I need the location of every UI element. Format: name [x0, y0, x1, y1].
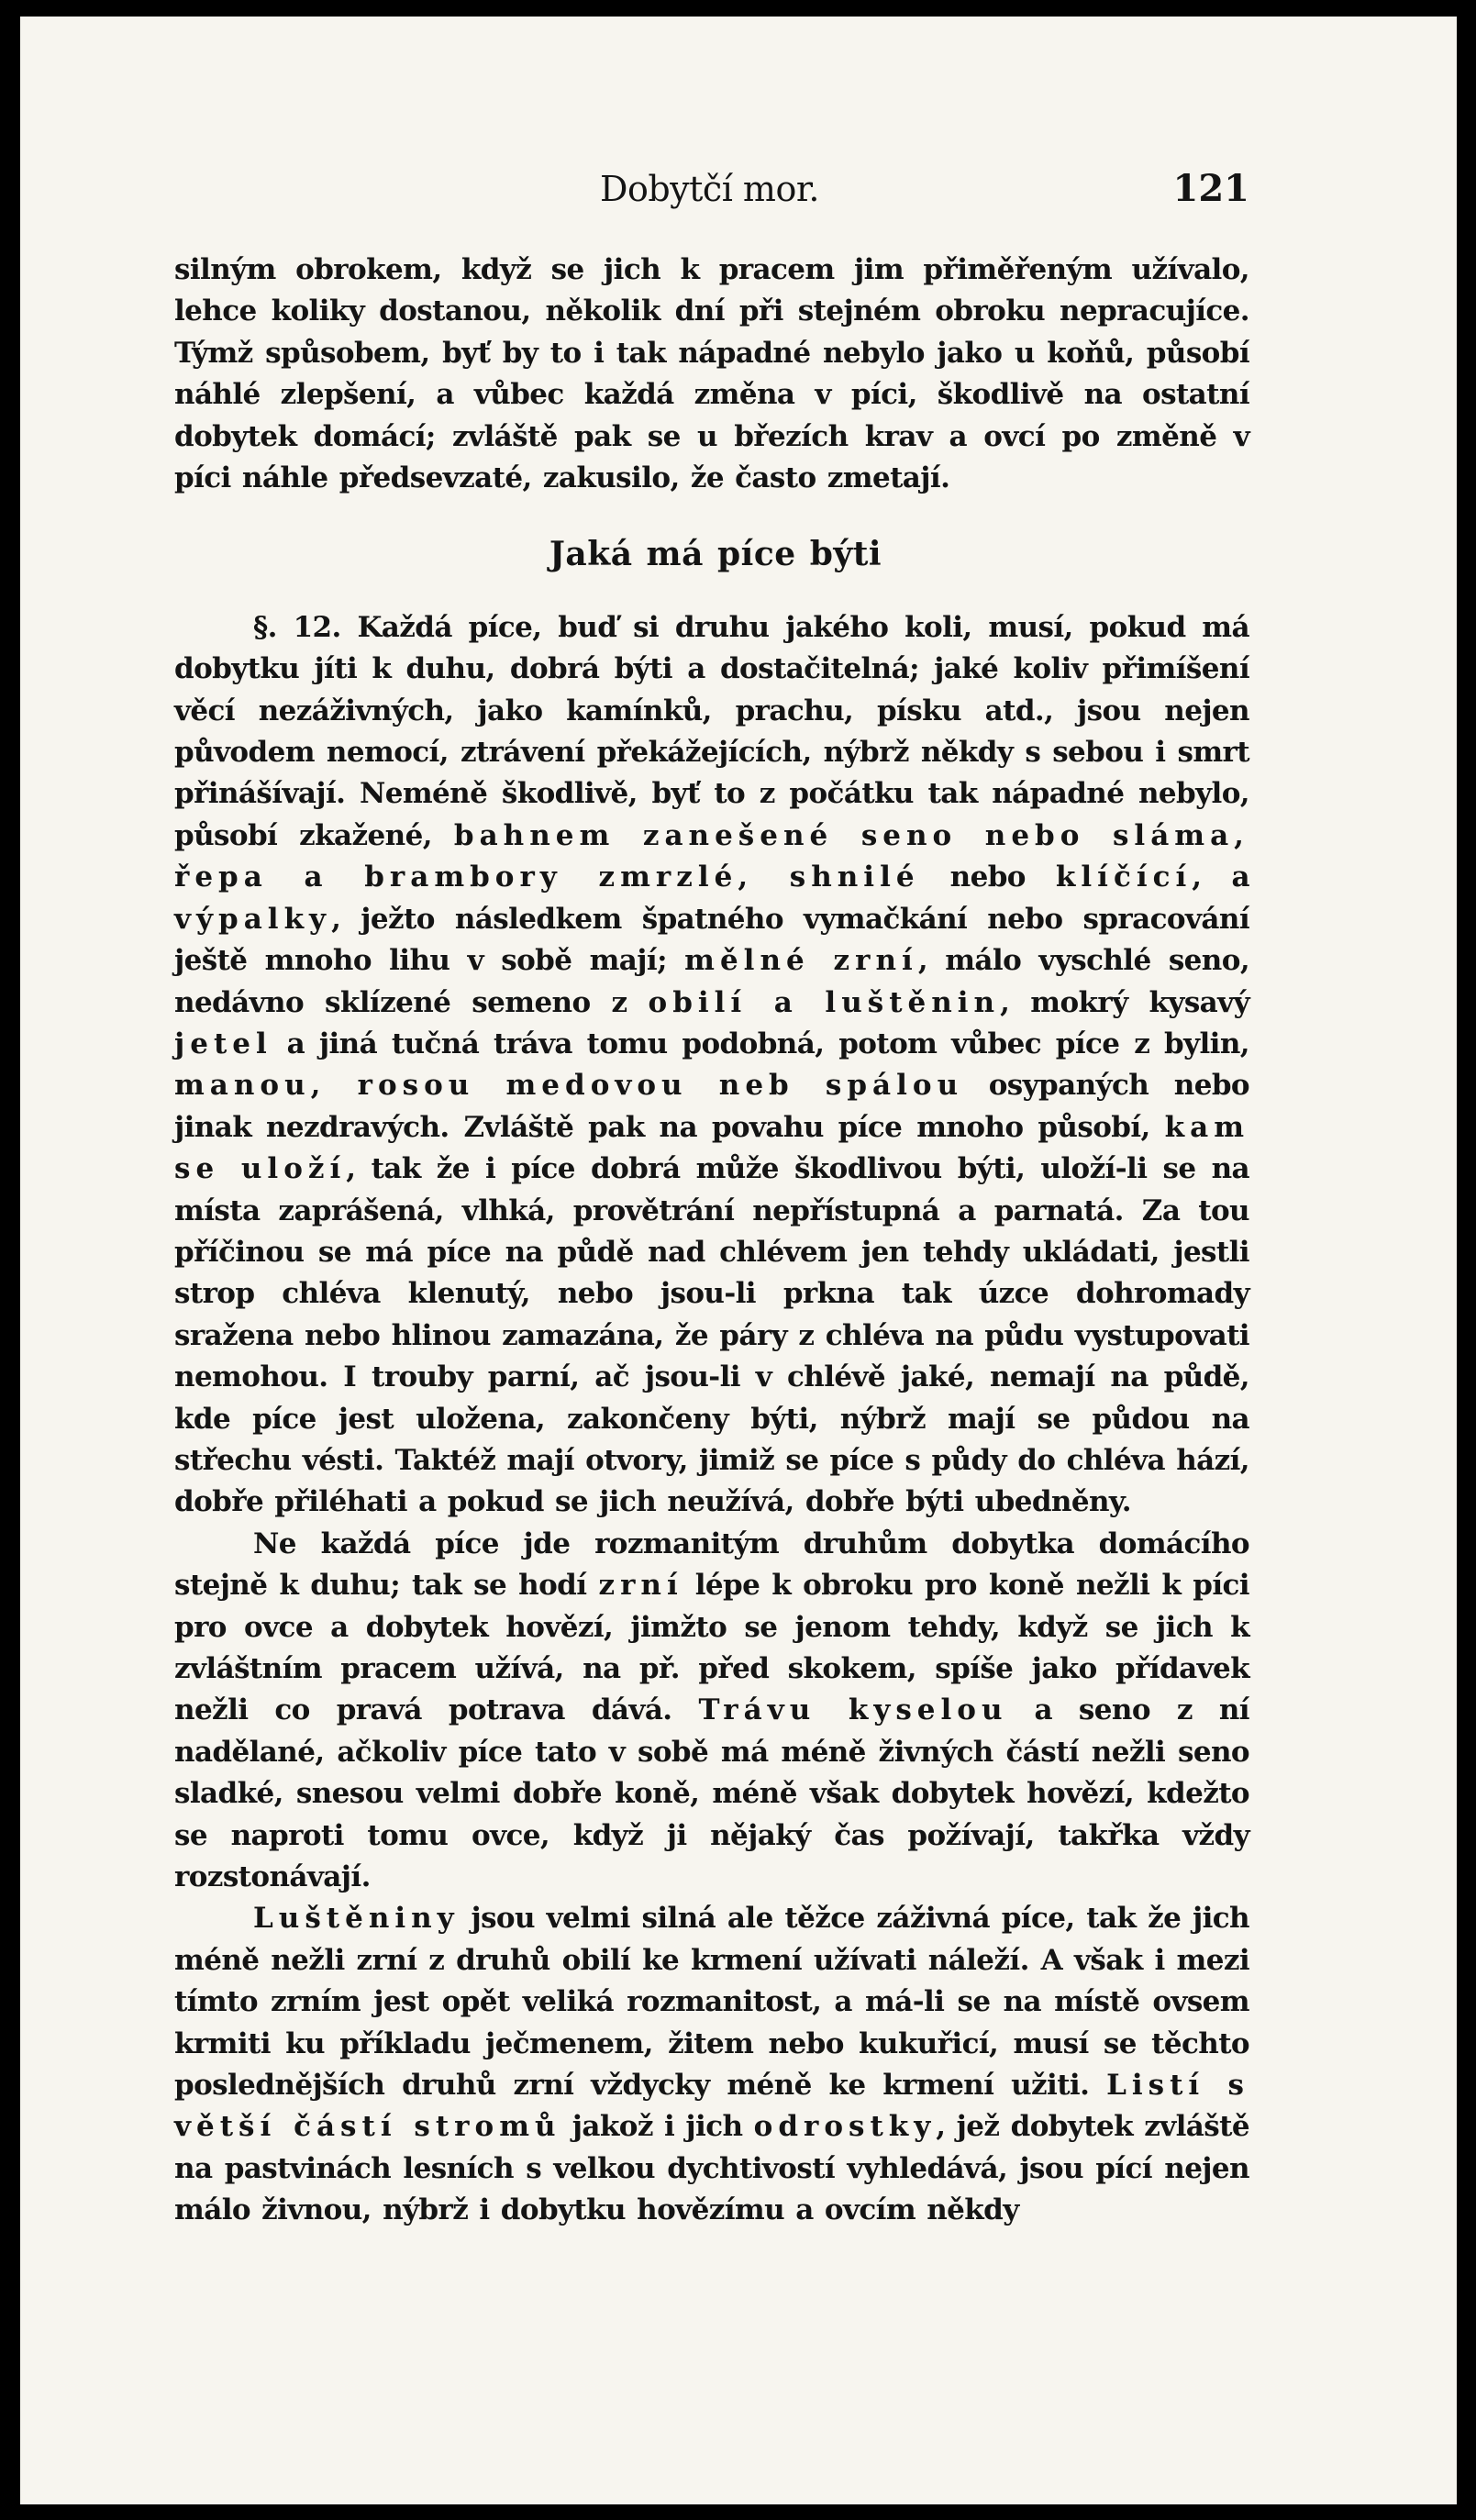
section-mark: §. 12.: [253, 610, 341, 644]
spaced-emphasis: bahnem zanešené seno nebo sláma, řepa a brambory zmrzlé, shnilé: [174, 818, 1249, 894]
paragraph-text: , ježto následkem špatného vymačkání nebo spracování ještě mnoho lihu v sobě mají;: [174, 902, 1249, 978]
paragraph-text: , mokrý kysavý: [1000, 985, 1249, 1019]
paragraph-continued: [174, 250, 1249, 499]
spaced-emphasis: Listí s větší částí stromů: [174, 2069, 1250, 2144]
paragraph-text: Každá píce, buď si druhu jakého koli, musí, pokud má dobytku jíti k duhu, dobrá býti a dostačitelná; jaké koliv přimíšení věcí nezáživných, jako kamínků, prachu, písku atd., jsou nejen původem nemocí, ztrávení překážejících, nýbrž někdy s sebou i smrt přinášívají. Neméně škodlivě, byť to z počátku tak nápadné nebylo, působí zkažené,: [174, 610, 1249, 852]
paragraph-text: silným obrokem, když se jich k pracem jim přiměřeným užívalo, lehce koliky dostanou, několik dní při stejném obroku nepracujíce. Týmž spůsobem, byť by to i tak nápadné nebylo jako u koňů, působí náhlé zlepšení, a vůbec každá změna v píci, škodlivě na ostatní dobytek domácí; zvláště pak se u březích krav a ovcí po změně v píci náhle předsevzaté, zakusilo, že často zmetají.: [174, 253, 1249, 495]
spaced-emphasis: Luštěniny: [253, 1902, 460, 1936]
paragraph-text: , jež dobytek zvláště na pastvinách lesních s velkou dychtivostí vyhledává, jsou pící nejen málo živnou, nýbrž i dobytku hovězímu a ovcím někdy: [174, 2110, 1249, 2227]
paragraph-text: jsou velmi silná ale těžce záživná píce, tak že jich méně nežli zrní z druhů obilí ke krmení užívati náleží. A však i mezi tímto zrním jest opět veliká rozmanitost, a má-li se na místě ovsem krmiti ku příkladu ječmenem, žitem nebo kukuřicí, musí se těchto poslednějších druhů zrní vždycky méně ke krmení užiti.: [174, 1902, 1249, 2103]
paragraph-text: a seno z ní nadělané, ačkoliv píce tato v sobě má méně živných částí nežli seno sladké, snesou velmi dobře koně, méně však dobytek hovězí, kdežto se naproti tomu ovce, když ji nějaký čas požívají, takřka vždy rozstonávají.: [174, 1693, 1249, 1894]
body-text: [174, 250, 1249, 2232]
spaced-emphasis: kam se uloží: [174, 1110, 1249, 1186]
spaced-emphasis: výpalky: [174, 902, 332, 936]
paragraph-text: nebo: [919, 860, 1056, 894]
spaced-emphasis: odrostky: [753, 2110, 937, 2144]
paragraph-legumes: [174, 1898, 1249, 2231]
spaced-emphasis: manou, rosou medovou neb spálou: [174, 1069, 964, 1103]
paragraph-text: Ne každá píce jde rozmanitým druhům dobytka domácího stejně k duhu; tak se hodí: [174, 1526, 1249, 1603]
paragraph-text: osypaných nebo jinak nezdravých. Zvláště pak na povahu píce mnoho působí,: [174, 1069, 1249, 1144]
paragraph-text: lépe k obroku pro koně nežli k píci pro ovce a dobytek hovězí, jimžto se jenom tehdy, když se jich k zvláštním pracem užívá, na př. před skokem, spíše jako přídavek nežli co pravá potrava dává.: [174, 1569, 1249, 1727]
book-page: [20, 17, 1457, 2504]
spaced-emphasis: jetel: [174, 1027, 272, 1060]
paragraph-feed-types: [174, 1524, 1249, 1899]
paragraph-text: jakož i jich: [560, 2110, 754, 2144]
spaced-emphasis: obilí a luštěnin: [648, 985, 1001, 1019]
spaced-emphasis: zrní: [598, 1569, 683, 1603]
spaced-emphasis: Trávu kyselou: [698, 1693, 1008, 1727]
running-title: Dobytčí mor.: [600, 169, 819, 209]
running-head: [174, 163, 1249, 218]
paragraph-text: , a: [1192, 860, 1250, 894]
page-number: 121: [1172, 167, 1249, 210]
spaced-emphasis: klíčící: [1055, 860, 1193, 894]
paragraph-section-12: [174, 607, 1249, 1524]
paragraph-text: , málo vyschlé seno, nedávno sklízené semeno z: [174, 944, 1250, 1019]
paragraph-text: , tak že i píce dobrá může škodlivou býti, uloží-li se na místa zaprášená, vlhká, provětrání nepřístupná a parnatá. Za tou příčinou se má píce na půdě nad chlévem jen tehdy ukládati, jestli strop chléva klenutý, nebo jsou-li prkna tak úzce dohromady sražena nebo hlinou zamazána, že páry z chléva na půdu vystupovati nemohou. I trouby parní, ač jsou-li v chlévě jaké, nemají na půdě, kde píce jest uložena, zakončeny býti, nýbrž mají se půdou na střechu vésti. Taktéž mají otvory, jimiž se píce s půdy do chléva hází, dobře přiléhati a pokud se jich neužívá, dobře býti ubedněny.: [174, 1152, 1250, 1519]
paragraph-text: a jiná tučná tráva tomu podobná, potom vůbec píce z bylin,: [272, 1027, 1249, 1060]
section-heading: Jaká má píce býti: [549, 535, 882, 574]
spaced-emphasis: mělné zrní: [684, 944, 918, 978]
